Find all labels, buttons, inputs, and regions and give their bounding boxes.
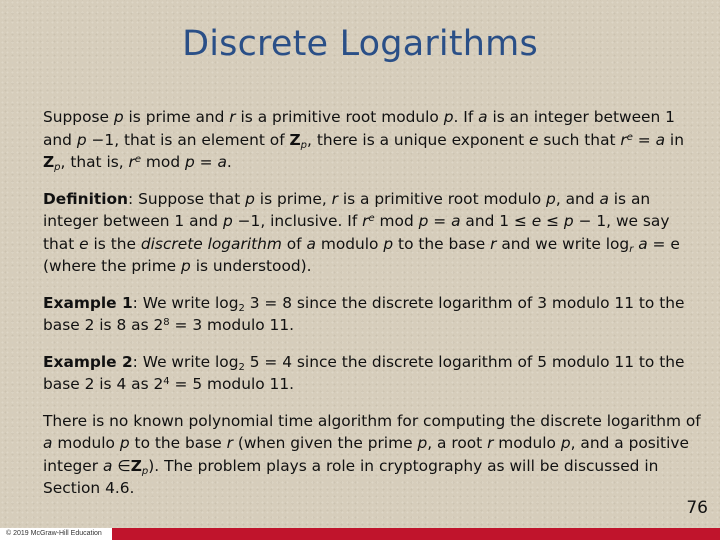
slide-body: [43, 106, 703, 514]
definition-paragraph: Definition: Suppose that p is prime, r is a primitive root modulo p, and a is an integer between 1 and p −1, inclusive. If $r^e$ mod p = a and 1 ≤ e ≤ p − 1, we say that e is the discrete logarithm of a modulo p to the base r and we write $\log_r a = e$ (where the prime p is understood).: [43, 189, 680, 275]
slide-title: Discrete Logarithms: [182, 24, 538, 64]
intro-paragraph: Suppose p is prime and r is a primitive root modulo p. If a is an integer between 1 and p −1, that is an element of $Z_p$, there is a unique exponent e such that $r^e = a$ in $Z_p$, that is, $r^e$ mod p = a.: [43, 108, 684, 173]
page-number: 76: [686, 498, 708, 518]
copyright-notice: © 2019 McGraw-Hill Education: [0, 528, 112, 540]
closing-paragraph: There is no known polynomial time algorithm for computing the discrete logarithm of a modulo p to the base r (when given the prime p, a root r modulo p, and a positive integer a $\in Z_p$). The problem plays a role in cryptography as will be discussed in Section 4.6.: [43, 411, 701, 497]
example-2-label: Example 2: [43, 352, 133, 371]
example-2-paragraph: Example 2: We write $\log_2 5 = 4$ since the discrete logarithm of 5 modulo 11 to the base 2 is 4 as $2^4 = 5$ modulo 11.: [43, 352, 685, 393]
example-1-label: Example 1: [43, 293, 133, 312]
definition-label: Definition: [43, 189, 129, 208]
example-1-paragraph: Example 1: We write $\log_2 3 = 8$ since the discrete logarithm of 3 modulo 11 to the base 2 is 8 as $2^8 = 3$ modulo 11.: [43, 293, 685, 334]
